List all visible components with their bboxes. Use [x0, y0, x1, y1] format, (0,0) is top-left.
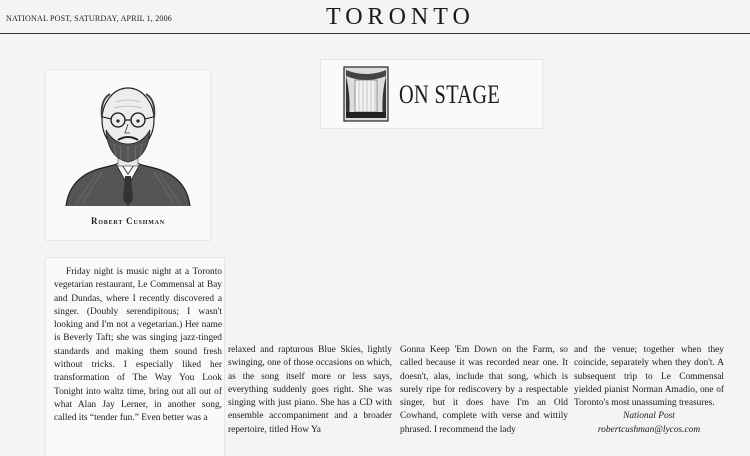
- article-column-1: [54, 266, 222, 426]
- signature: National Post: [623, 411, 675, 422]
- article-column-2: [228, 344, 392, 437]
- masthead-rule: [0, 33, 750, 34]
- portrait-illustration: [56, 78, 200, 206]
- section-title: TORONTO: [326, 4, 475, 30]
- article-text-col3: Gonna Keep 'Em Down on the Farm, so called because it was recorded near one. It doesn't, alas, include that song, which is surely ripe for rediscovery by a respectable singer, but it does have I'm an Old Cowhand, complete with verse and wittily phrased. I recommend the lady: [400, 345, 568, 435]
- dateline: NATIONAL POST, SATURDAY, APRIL 1, 2006: [6, 14, 172, 23]
- author-email: robertcushman@lycos.com: [597, 424, 701, 435]
- masthead: [0, 0, 750, 36]
- article-text-col4: and the venue; together when they coincide, separately when they don't. A subsequent trip to Le Commensal yielded pianist Norman Amadio, one of Toronto's most unassuming treasures.: [574, 345, 724, 409]
- column-header-clipping: [321, 60, 542, 128]
- portrait-clipping: [46, 70, 210, 240]
- column-title: ON STAGE: [399, 80, 501, 109]
- article-text-col2: relaxed and rapturous Blue Skies, lightly swinging, one of those occasions on which, as the song itself more or less says, everything suddenly goes right. She was singing with just piano. She has a CD with ensemble accompaniment and a broader repertoire, titled How Ya: [228, 345, 392, 435]
- stage-curtain-icon: [343, 66, 389, 122]
- article-text-col1: Friday night is music night at a Toronto vegetarian restaurant, Le Commensal at Bay and Dundas, where I recently discovered a singer. (Doubly serendipitous; I wasn't looking and I'm not a vegetarian.) Her name is Beverly Taft; she was singing jazz-tinged standards and making them sound fresh without tricks. I especially liked her transformation of The Way You Look Tonight into waltz time, bring out all out of what Alan Jay Lerner, in another song, called its “tender fun.” Even better was a: [54, 267, 222, 424]
- portrait-caption: Robert Cushman: [91, 216, 165, 226]
- article-column-3: [400, 344, 568, 437]
- article-column-4: [574, 344, 724, 437]
